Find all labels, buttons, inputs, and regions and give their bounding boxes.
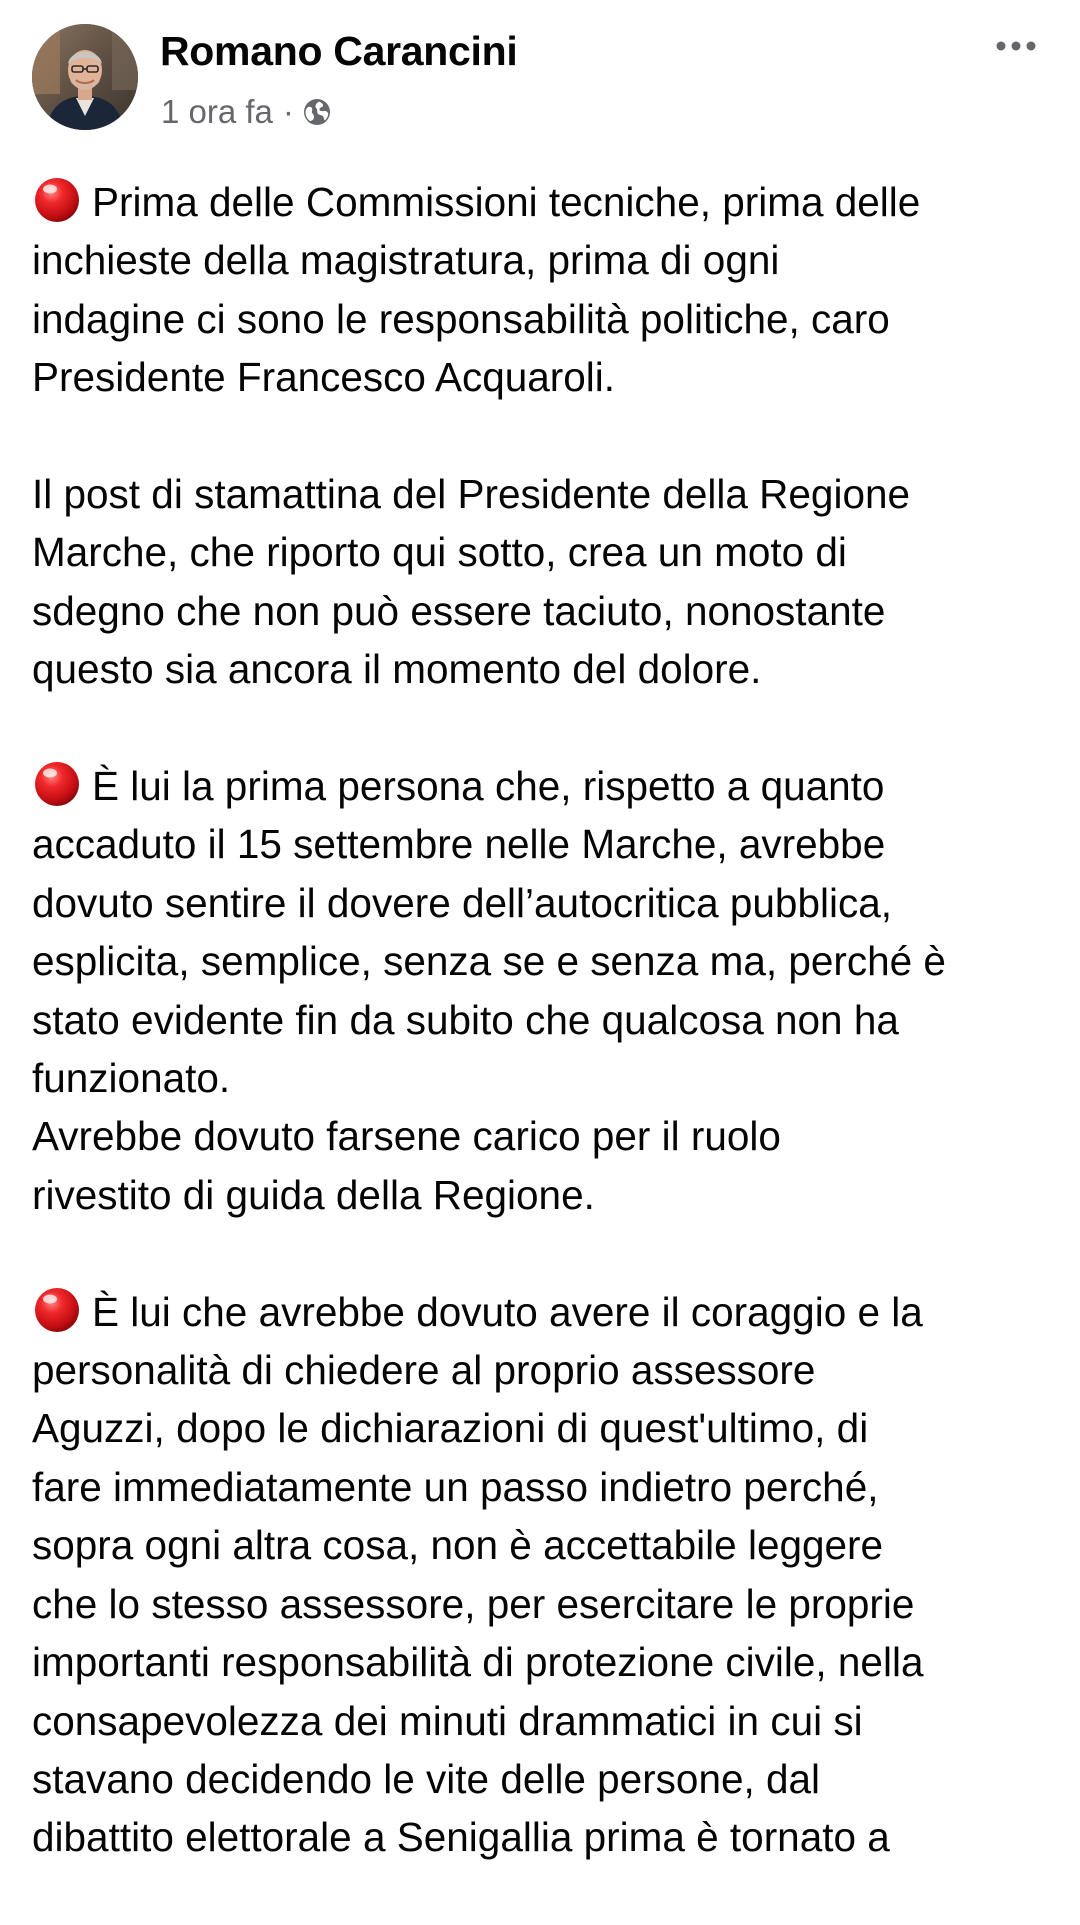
post-text-line [32,874,1062,932]
post-text-line [32,582,1062,640]
post-text-line [32,1808,1062,1866]
red-circle-emoji-icon [32,175,82,225]
post-text-content: consapevolezza dei minuti drammatici in cui si [32,1697,863,1744]
post-text-line [32,991,1062,1049]
post-text-content: stavano decidendo le vite delle persone, dal [32,1755,821,1802]
post-text-content: È lui che avrebbe dovuto avere il coraggio e la [92,1288,923,1335]
post-text-line [32,173,1062,231]
red-circle-emoji-icon [32,759,82,809]
post-text-content: dovuto sentire il dovere dell’autocritica pubblica, [32,879,892,926]
post-text-line [32,1692,1062,1750]
post-text-line [32,932,1062,990]
post-text-content: questo sia ancora il momento del dolore. [32,646,762,693]
post-text-content: È lui la prima persona che, rispetto a quanto [92,763,885,810]
more-horizontal-icon [996,40,1036,52]
post-text-line [32,465,1062,523]
post-text-content: sopra ogni altra cosa, non è accettabile leggere [32,1522,884,1569]
globe-icon[interactable] [302,97,332,127]
post-text-content: accaduto il 15 settembre nelle Marche, avrebbe [32,821,886,868]
post-text-content: indagine ci sono le responsabilità politiche, caro [32,295,890,342]
post-text-content: Prima delle Commissioni tecniche, prima delle [92,179,921,225]
post-text-line [32,815,1062,873]
post-text-content: rivestito di guida della Regione. [32,1171,595,1218]
post-text-content: Presidente Francesco Acquaroli. [32,354,616,401]
post-paragraph [32,1283,1062,1867]
post-text-line [32,1458,1062,1516]
more-options-button[interactable] [980,26,1052,66]
post-text-line [32,640,1062,698]
post-text-line [32,1750,1062,1808]
post-text-line [32,348,1062,406]
post-header [0,0,1080,160]
post-paragraph [32,173,1062,407]
post-text [32,173,1062,1925]
post-text-content: stato evidente fin da subito che qualcosa non ha [32,996,899,1043]
post-text-content: personalità di chiedere al proprio assessore [32,1347,816,1394]
meta-separator: · [282,93,294,130]
post-timestamp[interactable]: 1 ora fa [161,93,273,130]
post-text-content: Aguzzi, dopo le dichiarazioni di quest'ultimo, di [32,1405,869,1452]
post-text-content: sdegno che non può essere taciuto, nonostante [32,587,886,634]
post-meta [161,90,332,134]
post-text-content: che lo stesso assessore, per esercitare le proprie [32,1580,915,1627]
post-text-line [32,523,1062,581]
post-text-line [32,1341,1062,1399]
post-text-content: funzionato. [32,1055,231,1102]
post-text-line [32,1107,1062,1165]
post-text-content: Marche, che riporto qui sotto, crea un moto di [32,529,847,576]
red-circle-emoji-icon [32,1285,82,1335]
post-text-line [32,231,1062,289]
post-text-line [32,1049,1062,1107]
post-text-line [32,1575,1062,1633]
avatar[interactable] [32,24,138,130]
post-text-line [32,1399,1062,1457]
post-text-content: inchieste della magistratura, prima di ogni [32,237,780,284]
post-text-line [32,1516,1062,1574]
post-paragraph [32,465,1062,699]
post-text-line [32,757,1062,815]
post-text-content: importanti responsabilità di protezione civile, nella [32,1639,924,1686]
author-name[interactable]: Romano Carancini [160,28,518,74]
post-text-content: Il post di stamattina del Presidente della Regione [32,471,911,518]
post-text-content: esplicita, semplice, senza se e senza ma, perché è [32,938,946,985]
post-text-line [32,1166,1062,1224]
post-text-line [32,1633,1062,1691]
post-text-content: dibattito elettorale a Senigallia prima è tornato a [32,1814,890,1861]
post-paragraph [32,757,1062,1224]
post-text-line [32,1283,1062,1341]
avatar-photo [32,24,138,130]
post-text-content: Avrebbe dovuto farsene carico per il ruolo [32,1113,781,1160]
post-text-content: fare immediatamente un passo indietro perché, [32,1463,879,1510]
post-text-line [32,290,1062,348]
